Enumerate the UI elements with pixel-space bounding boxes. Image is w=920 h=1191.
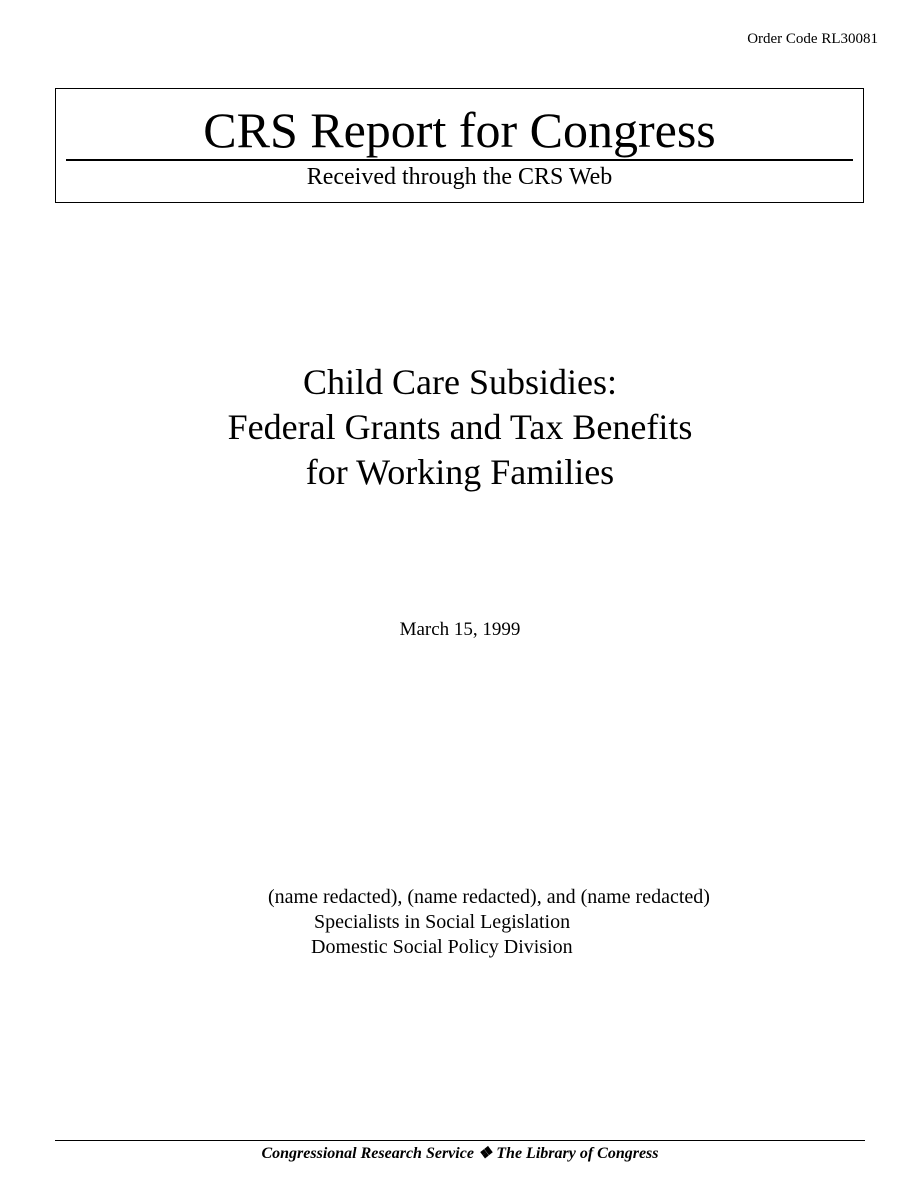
footer-text: Congressional Research Service ❖ The Library of Congress [261,1145,659,1162]
report-series-title: CRS Report for Congress [203,102,716,158]
author-block [268,885,710,960]
header-divider [66,159,853,161]
document-date: March 15, 1999 [399,619,521,640]
author-role: Specialists in Social Legislation [314,911,571,933]
document-title-line: Child Care Subsidies: [303,362,617,402]
report-series-subtitle: Received through the CRS Web [306,164,613,190]
document-title-line: Federal Grants and Tax Benefits [227,407,693,447]
document-title [0,360,920,495]
report-header-box [55,88,864,203]
author-names: (name redacted), (name redacted), and (name redacted) [268,886,710,908]
author-division: Domestic Social Policy Division [311,936,573,958]
order-code: Order Code RL30081 [747,31,878,47]
footer-divider [55,1140,865,1141]
document-title-line: for Working Families [305,452,615,492]
